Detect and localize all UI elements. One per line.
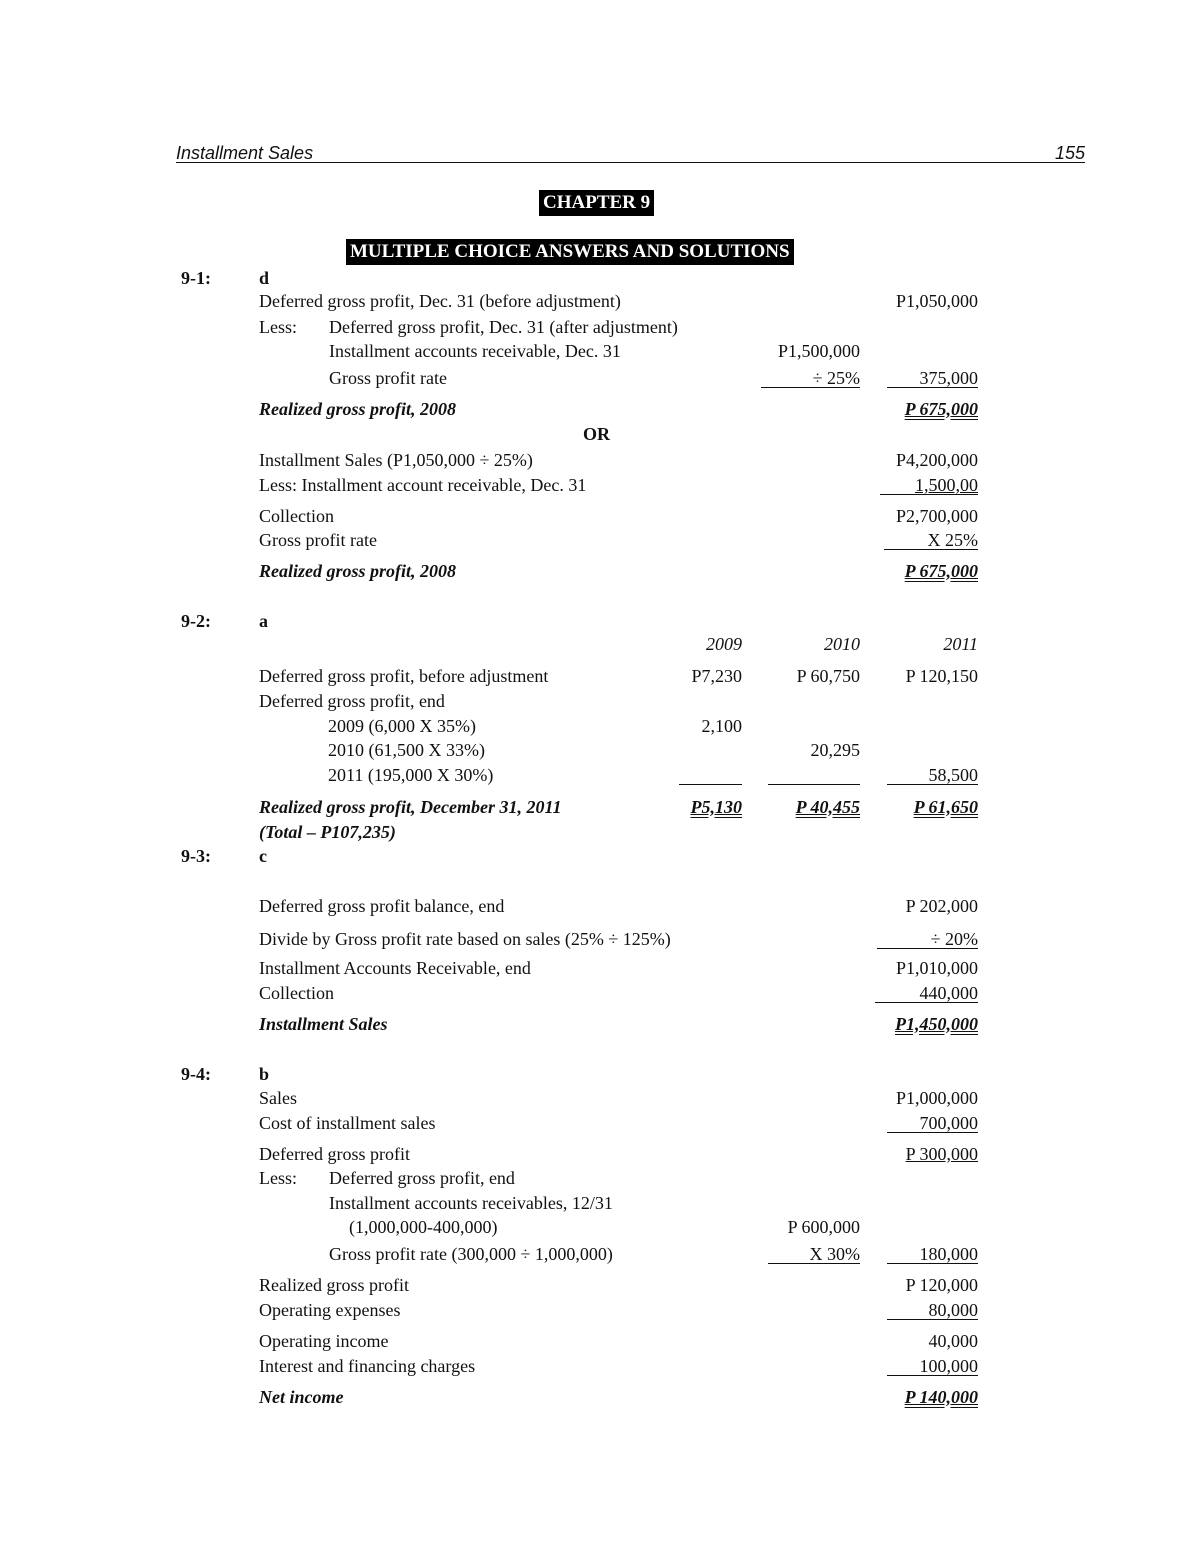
value-2009: 2,100	[701, 716, 742, 736]
total-value: ÷ 20%	[930, 929, 978, 949]
value-2009: P7,230	[691, 666, 742, 686]
running-header-title: Installment Sales	[176, 143, 314, 163]
underline	[875, 1002, 978, 1003]
question-number: 9-4:	[181, 1064, 211, 1084]
line-label: Collection	[259, 506, 334, 526]
total-value: P1,010,000	[895, 958, 978, 978]
line-label: Deferred gross profit, before adjustment	[259, 666, 549, 686]
total-value: P1,050,000	[895, 291, 978, 311]
line-label: Realized gross profit	[259, 1275, 409, 1295]
answer-letter: d	[259, 268, 270, 288]
total-value: P4,200,000	[895, 450, 978, 470]
underline	[761, 387, 860, 388]
result-value: P 140,000	[904, 1387, 978, 1407]
line-label: Divide by Gross profit rate based on sales (25% ÷ 125%)	[259, 929, 671, 949]
line-label: Installment Accounts Receivable, end	[259, 958, 531, 978]
total-value: P 202,000	[905, 896, 978, 916]
total-value: P2,700,000	[895, 506, 978, 526]
total-value: 700,000	[919, 1113, 978, 1133]
value-2010: P 60,750	[796, 666, 860, 686]
line-label: Installment Sales (P1,050,000 ÷ 25%)	[259, 450, 533, 470]
result-label: Realized gross profit, December 31, 2011	[259, 797, 562, 817]
line-label: Deferred gross profit, Dec. 31 (before adjustment)	[259, 291, 621, 311]
underline	[887, 784, 978, 785]
underline	[880, 494, 978, 495]
result-label: Installment Sales	[259, 1014, 388, 1034]
or-separator: OR	[583, 424, 610, 444]
line-label: 2011 (195,000 X 30%)	[328, 765, 494, 785]
question-number: 9-2:	[181, 611, 211, 631]
underline	[887, 1319, 978, 1320]
line-label: Deferred gross profit, end	[329, 1168, 515, 1188]
total-value: 440,000	[919, 983, 978, 1003]
total-value: P1,000,000	[895, 1088, 978, 1108]
result-label: Realized gross profit, 2008	[259, 399, 457, 419]
total-value: 40,000	[928, 1331, 978, 1351]
chapter-title: CHAPTER 9	[539, 190, 654, 216]
sub-value: ÷ 25%	[812, 368, 860, 388]
answer-letter: a	[259, 611, 268, 631]
value-2011: P 120,150	[905, 666, 978, 686]
underline	[768, 1263, 860, 1264]
underline	[887, 1132, 978, 1133]
answer-letter: c	[259, 846, 267, 866]
underline	[768, 784, 860, 785]
total-value: 80,000	[928, 1300, 978, 1320]
total-value: P 120,000	[905, 1275, 978, 1295]
total-note: (Total – P107,235)	[259, 822, 396, 842]
line-label: Installment accounts receivable, Dec. 31	[329, 341, 621, 361]
line-label: Gross profit rate	[329, 368, 447, 388]
line-label: Gross profit rate (300,000 ÷ 1,000,000)	[329, 1244, 613, 1264]
line-label: Deferred gross profit	[259, 1144, 410, 1164]
line-label: Less: Installment account receivable, Dec. 31	[259, 475, 587, 495]
year-header: 2010	[824, 634, 860, 654]
year-header: 2011	[943, 634, 978, 654]
question-number: 9-3:	[181, 846, 211, 866]
line-label: Operating income	[259, 1331, 389, 1351]
value-2011: 58,500	[928, 765, 978, 785]
page-number: 155	[1054, 143, 1085, 163]
underline	[877, 948, 978, 949]
total-value: 375,000	[919, 368, 978, 388]
line-label: (1,000,000-400,000)	[349, 1217, 498, 1237]
sub-value: P1,500,000	[777, 341, 860, 361]
line-label: Deferred gross profit balance, end	[259, 896, 505, 916]
line-label: 2010 (61,500 X 33%)	[328, 740, 485, 760]
year-header: 2009	[706, 634, 742, 654]
less-label: Less:	[259, 317, 297, 337]
answer-letter: b	[259, 1064, 270, 1084]
line-label: Gross profit rate	[259, 530, 377, 550]
line-label: Sales	[259, 1088, 297, 1108]
line-label: Deferred gross profit, Dec. 31 (after adjustment)	[329, 317, 678, 337]
line-label: Deferred gross profit, end	[259, 691, 445, 711]
sub-value: X 30%	[809, 1244, 860, 1264]
result-value-2009: P5,130	[690, 797, 742, 817]
underline	[887, 1375, 978, 1376]
result-label: Net income	[259, 1387, 344, 1407]
line-label: Cost of installment sales	[259, 1113, 436, 1133]
line-label: Installment accounts receivables, 12/31	[329, 1193, 613, 1213]
result-value: P1,450,000	[895, 1014, 978, 1034]
result-value: P 675,000	[904, 561, 978, 581]
underline	[887, 387, 978, 388]
line-label: Collection	[259, 983, 334, 1003]
line-label: Interest and financing charges	[259, 1356, 476, 1376]
value-2010: 20,295	[810, 740, 860, 760]
underline	[679, 784, 742, 785]
question-number: 9-1:	[181, 268, 211, 288]
underline	[887, 1263, 978, 1264]
header-rule	[176, 162, 1085, 163]
total-value: 100,000	[919, 1356, 978, 1376]
underline	[884, 549, 978, 550]
total-value: 1,500,00	[915, 475, 978, 495]
total-value: X 25%	[927, 530, 978, 550]
total-value: 180,000	[919, 1244, 978, 1264]
sub-value: P 600,000	[787, 1217, 860, 1237]
section-title: MULTIPLE CHOICE ANSWERS AND SOLUTIONS	[346, 239, 794, 265]
result-value-2011: P 61,650	[913, 797, 978, 817]
total-value: P 300,000	[905, 1144, 978, 1164]
result-label: Realized gross profit, 2008	[259, 561, 457, 581]
line-label: Operating expenses	[259, 1300, 401, 1320]
less-label: Less:	[259, 1168, 297, 1188]
result-value: P 675,000	[904, 399, 978, 419]
line-label: 2009 (6,000 X 35%)	[328, 716, 476, 736]
result-value-2010: P 40,455	[795, 797, 860, 817]
